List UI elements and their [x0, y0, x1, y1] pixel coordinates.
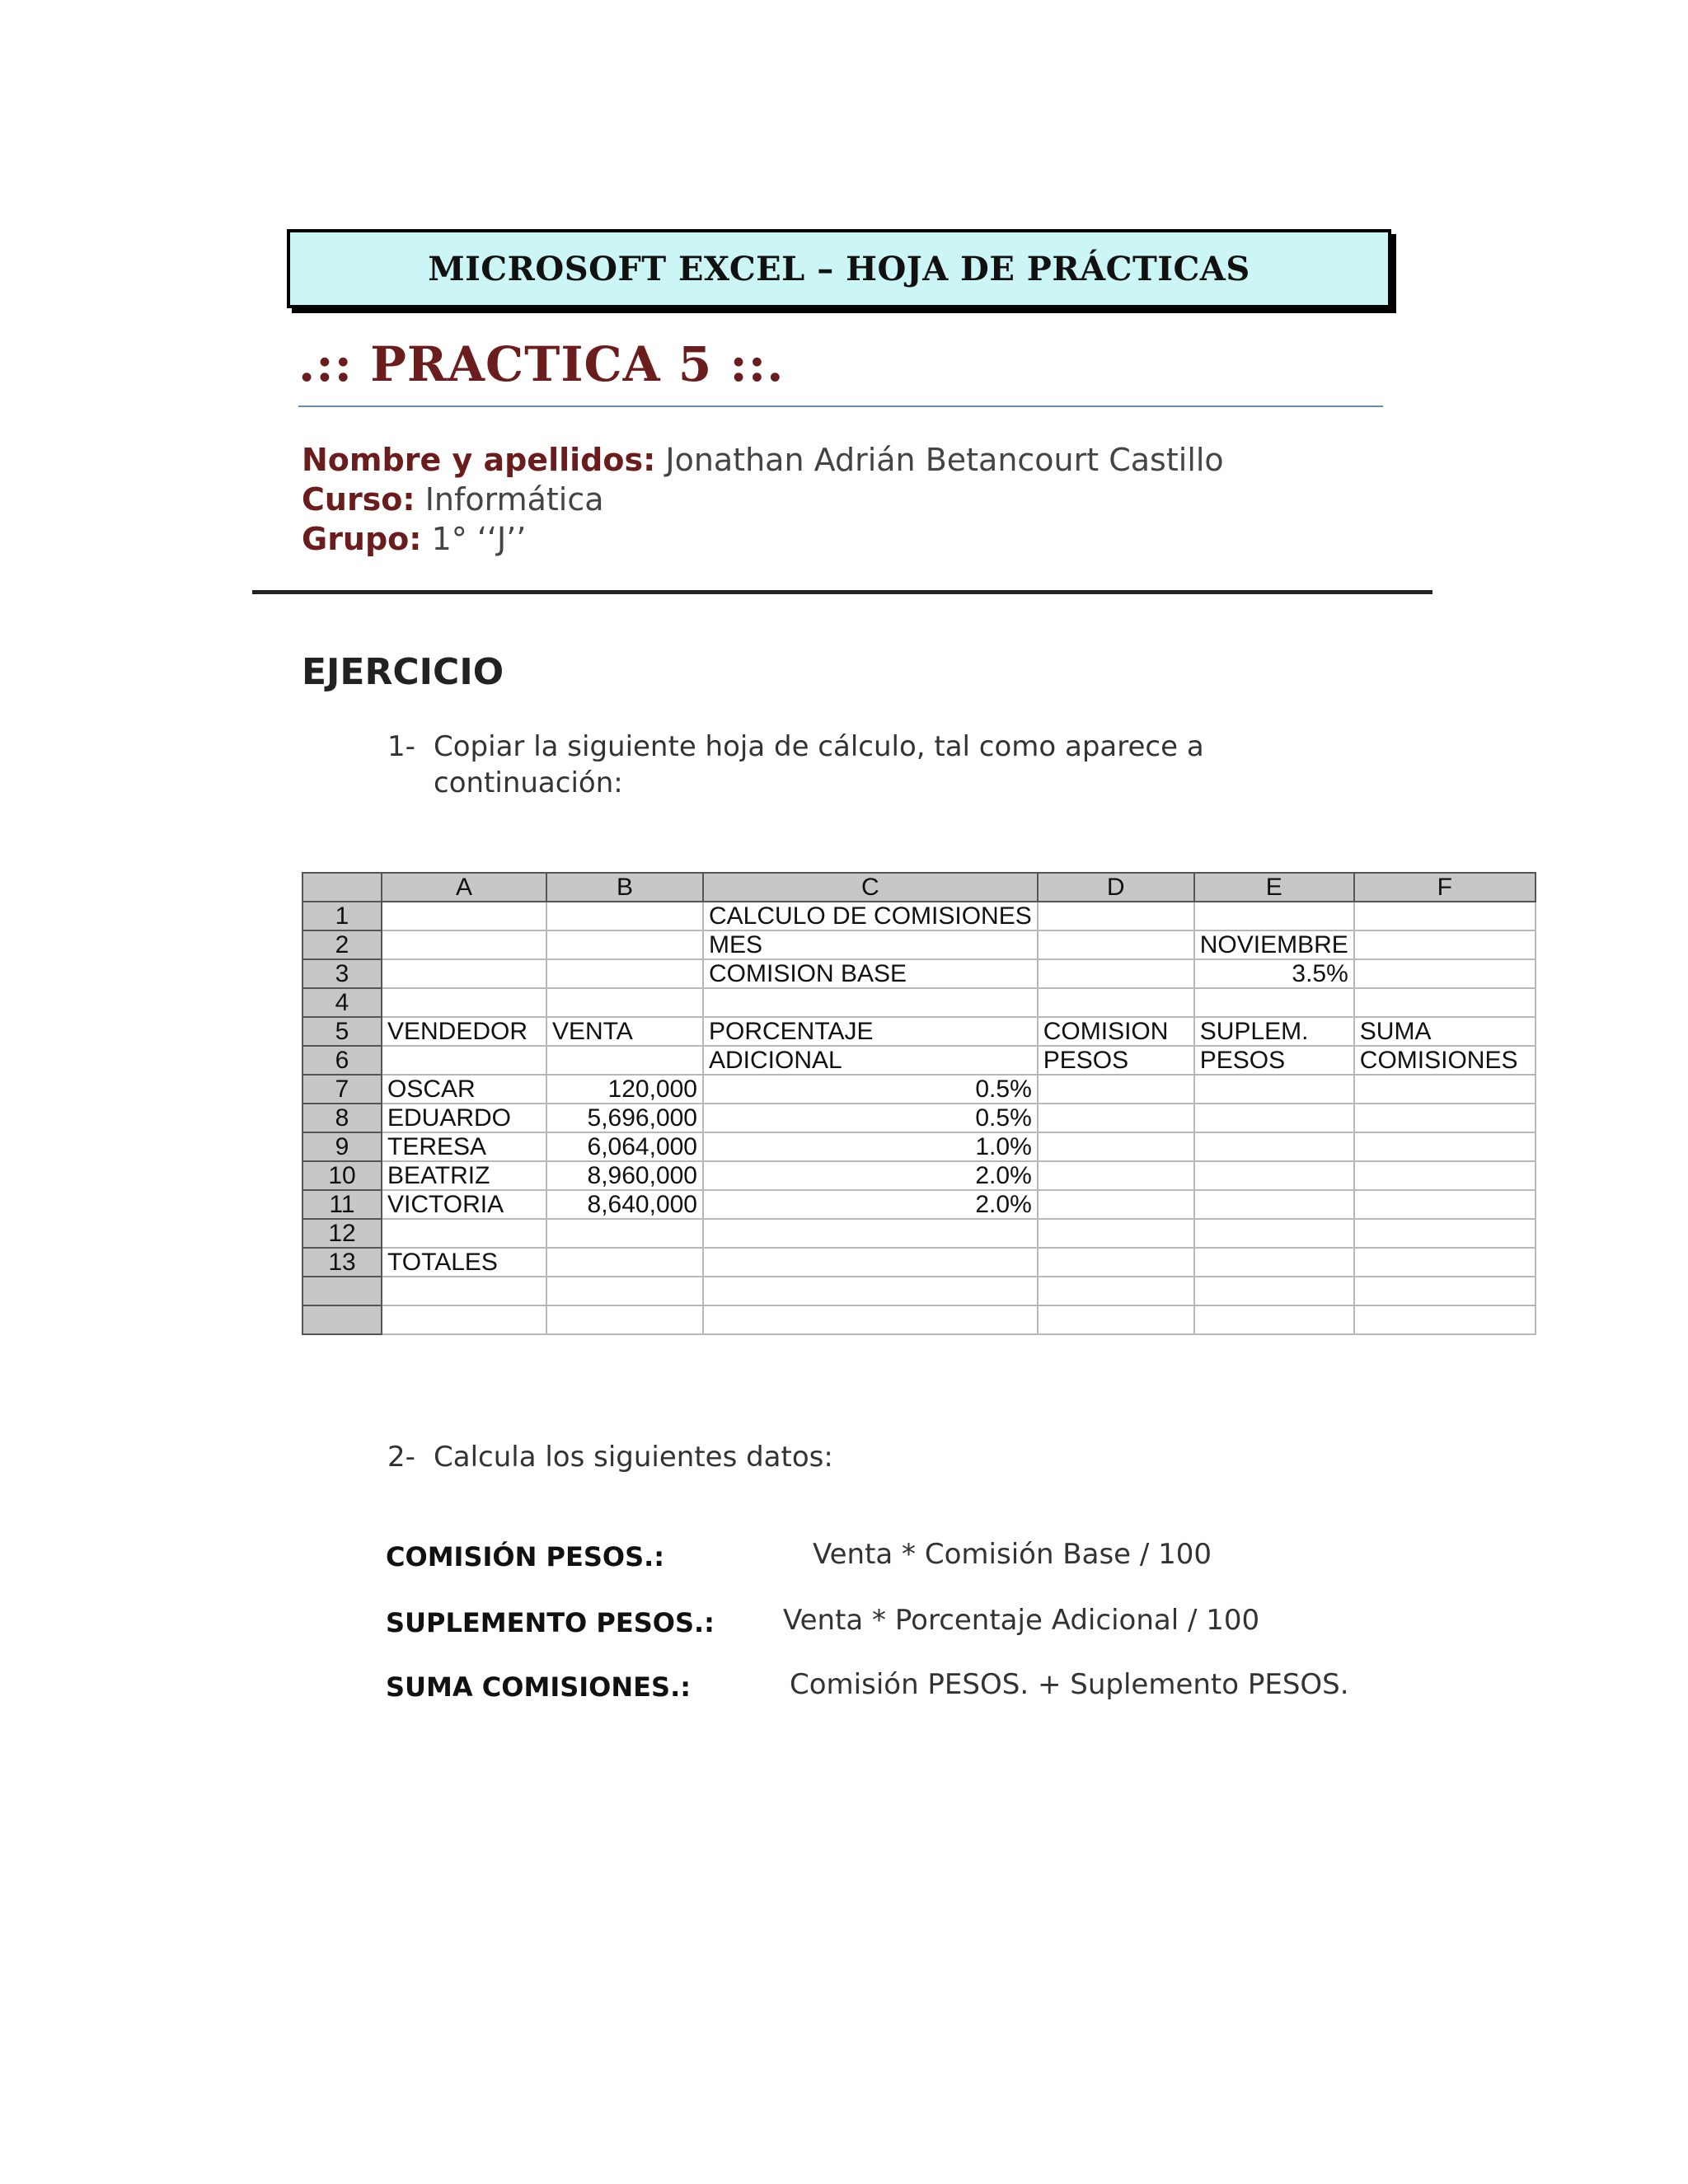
spreadsheet-row — [302, 1161, 1536, 1190]
spreadsheet-cell: 3.5% — [1194, 959, 1354, 988]
spreadsheet-row — [302, 1104, 1536, 1132]
spreadsheet-cell — [382, 1046, 546, 1075]
spreadsheet-cell: PESOS — [1038, 1046, 1194, 1075]
spreadsheet-cell — [703, 1305, 1038, 1334]
row-header: 11 — [302, 1190, 382, 1219]
row-header: 4 — [302, 988, 382, 1017]
spreadsheet-cell: 2.0% — [703, 1161, 1038, 1190]
spreadsheet-cell — [1038, 988, 1194, 1017]
spreadsheet-cell — [703, 988, 1038, 1017]
column-header-row — [302, 873, 1536, 902]
commission-spreadsheet — [302, 872, 1536, 1335]
spreadsheet-cell — [1354, 1132, 1536, 1161]
spreadsheet-row — [302, 1190, 1536, 1219]
row-header: 2 — [302, 930, 382, 959]
spreadsheet-cell — [1194, 1132, 1354, 1161]
row-header — [302, 1305, 382, 1334]
spreadsheet-cell — [1038, 1277, 1194, 1305]
spreadsheet-cell — [382, 930, 546, 959]
spreadsheet-cell — [1194, 1219, 1354, 1248]
spreadsheet-row — [302, 1305, 1536, 1334]
spreadsheet-cell — [1194, 1161, 1354, 1190]
spreadsheet-cell — [1354, 1075, 1536, 1104]
spreadsheet-cell: COMISION BASE — [703, 959, 1038, 988]
spreadsheet-cell — [703, 1277, 1038, 1305]
spreadsheet-cell — [1354, 1248, 1536, 1277]
step2-number: 2- — [387, 1441, 415, 1474]
spreadsheet-cell: NOVIEMBRE — [1194, 930, 1354, 959]
step1-text — [434, 729, 1204, 801]
spreadsheet-row — [302, 930, 1536, 959]
spreadsheet-cell: 5,696,000 — [546, 1104, 703, 1132]
student-course-line — [302, 480, 604, 519]
spreadsheet-cell — [703, 1219, 1038, 1248]
spreadsheet-row — [302, 1132, 1536, 1161]
spreadsheet-cell — [1354, 1161, 1536, 1190]
spreadsheet-row — [302, 959, 1536, 988]
spreadsheet-cell — [1038, 1132, 1194, 1161]
spreadsheet-cell — [1354, 1305, 1536, 1334]
spreadsheet-cell — [1038, 1075, 1194, 1104]
column-header: B — [546, 873, 703, 902]
title-divider — [298, 405, 1383, 407]
spreadsheet-cell — [1354, 988, 1536, 1017]
row-header — [302, 1277, 382, 1305]
spreadsheet-cell — [1354, 1277, 1536, 1305]
group-value: 1° ‘‘J’’ — [431, 521, 527, 557]
spreadsheet-cell — [1038, 930, 1194, 959]
student-name-line — [302, 440, 1224, 480]
spreadsheet-cell — [1354, 1104, 1536, 1132]
column-header: A — [382, 873, 546, 902]
spreadsheet-cell — [1194, 1248, 1354, 1277]
title-banner — [287, 229, 1391, 308]
spreadsheet-cell — [546, 959, 703, 988]
spreadsheet-cell: TERESA — [382, 1132, 546, 1161]
spreadsheet-cell — [1038, 1161, 1194, 1190]
spreadsheet-cell: BEATRIZ — [382, 1161, 546, 1190]
row-header: 8 — [302, 1104, 382, 1132]
step1-number: 1- — [387, 730, 415, 763]
spreadsheet-row — [302, 1017, 1536, 1046]
spreadsheet-cell: VICTORIA — [382, 1190, 546, 1219]
spreadsheet-cell — [546, 1277, 703, 1305]
spreadsheet-cell — [1038, 959, 1194, 988]
formula-label: COMISIÓN PESOS.: — [386, 1541, 665, 1572]
row-header: 13 — [302, 1248, 382, 1277]
spreadsheet-cell — [546, 902, 703, 930]
spreadsheet-cell — [546, 988, 703, 1017]
spreadsheet-row — [302, 1075, 1536, 1104]
practice-title: .:: PRACTICA 5 ::. — [298, 336, 785, 392]
spreadsheet-row — [302, 1277, 1536, 1305]
spreadsheet-cell: SUPLEM. — [1194, 1017, 1354, 1046]
spreadsheet-cell — [382, 1219, 546, 1248]
student-group-line — [302, 519, 526, 559]
spreadsheet-cell — [1194, 902, 1354, 930]
spreadsheet-cell — [1194, 1277, 1354, 1305]
spreadsheet-cell — [1038, 1305, 1194, 1334]
spreadsheet-row — [302, 902, 1536, 930]
row-header: 6 — [302, 1046, 382, 1075]
group-label: Grupo: — [302, 521, 422, 557]
spreadsheet-cell: SUMA — [1354, 1017, 1536, 1046]
spreadsheet-cell — [382, 1305, 546, 1334]
spreadsheet-row — [302, 1046, 1536, 1075]
spreadsheet-cell: CALCULO DE COMISIONES — [703, 902, 1038, 930]
corner-cell — [302, 873, 382, 902]
row-header: 10 — [302, 1161, 382, 1190]
spreadsheet-cell — [546, 930, 703, 959]
spreadsheet-cell: 120,000 — [546, 1075, 703, 1104]
row-header: 5 — [302, 1017, 382, 1046]
spreadsheet-cell: 8,640,000 — [546, 1190, 703, 1219]
spreadsheet-cell: 0.5% — [703, 1104, 1038, 1132]
name-label: Nombre y apellidos: — [302, 442, 656, 478]
spreadsheet-cell — [1038, 1104, 1194, 1132]
spreadsheet-cell — [382, 959, 546, 988]
spreadsheet-cell — [703, 1248, 1038, 1277]
spreadsheet-cell: PORCENTAJE — [703, 1017, 1038, 1046]
spreadsheet-cell — [1038, 1248, 1194, 1277]
step1-line2: continuación: — [434, 766, 623, 799]
row-header: 9 — [302, 1132, 382, 1161]
course-label: Curso: — [302, 481, 415, 518]
spreadsheet-cell: TOTALES — [382, 1248, 546, 1277]
column-header: E — [1194, 873, 1354, 902]
spreadsheet-cell — [1194, 1305, 1354, 1334]
row-header: 12 — [302, 1219, 382, 1248]
spreadsheet-cell — [546, 1305, 703, 1334]
spreadsheet-cell: 8,960,000 — [546, 1161, 703, 1190]
formula-label: SUMA COMISIONES.: — [386, 1671, 692, 1703]
spreadsheet-cell — [1038, 1190, 1194, 1219]
spreadsheet-cell — [382, 1277, 546, 1305]
column-header: D — [1038, 873, 1194, 902]
row-header: 1 — [302, 902, 382, 930]
banner-title: MICROSOFT EXCEL – HOJA DE PRÁCTICAS — [428, 249, 1250, 288]
spreadsheet-cell — [1354, 1219, 1536, 1248]
header-divider — [252, 590, 1432, 594]
spreadsheet-cell — [1194, 988, 1354, 1017]
formula-value: Venta * Porcentaje Adicional / 100 — [783, 1604, 1260, 1637]
formula-value: Comisión PESOS. + Suplemento PESOS. — [790, 1668, 1349, 1701]
spreadsheet-row — [302, 1219, 1536, 1248]
formula-value: Venta * Comisión Base / 100 — [813, 1538, 1212, 1571]
column-header: F — [1354, 873, 1536, 902]
spreadsheet-cell: MES — [703, 930, 1038, 959]
spreadsheet-cell — [546, 1219, 703, 1248]
spreadsheet-cell: 1.0% — [703, 1132, 1038, 1161]
step2-text: Calcula los siguientes datos: — [434, 1441, 833, 1474]
spreadsheet-row — [302, 1248, 1536, 1277]
spreadsheet-cell — [546, 1248, 703, 1277]
spreadsheet-cell — [382, 988, 546, 1017]
exercise-heading: EJERCICIO — [302, 651, 504, 693]
spreadsheet-cell — [1354, 930, 1536, 959]
spreadsheet-cell: OSCAR — [382, 1075, 546, 1104]
spreadsheet-cell — [546, 1046, 703, 1075]
row-header: 7 — [302, 1075, 382, 1104]
spreadsheet-cell — [1354, 959, 1536, 988]
formula-label: SUPLEMENTO PESOS.: — [386, 1607, 715, 1638]
spreadsheet-cell: VENDEDOR — [382, 1017, 546, 1046]
spreadsheet-cell: VENTA — [546, 1017, 703, 1046]
row-header: 3 — [302, 959, 382, 988]
spreadsheet-cell — [1038, 1219, 1194, 1248]
column-header: C — [703, 873, 1038, 902]
spreadsheet-cell — [1038, 902, 1194, 930]
spreadsheet-cell — [1194, 1075, 1354, 1104]
spreadsheet-cell: ADICIONAL — [703, 1046, 1038, 1075]
spreadsheet-cell — [382, 902, 546, 930]
spreadsheet-cell: 2.0% — [703, 1190, 1038, 1219]
spreadsheet-cell: EDUARDO — [382, 1104, 546, 1132]
spreadsheet-cell — [1194, 1190, 1354, 1219]
spreadsheet-cell: 6,064,000 — [546, 1132, 703, 1161]
spreadsheet-cell: COMISION — [1038, 1017, 1194, 1046]
spreadsheet-cell: COMISIONES — [1354, 1046, 1536, 1075]
spreadsheet-cell: 0.5% — [703, 1075, 1038, 1104]
spreadsheet-cell — [1194, 1104, 1354, 1132]
name-value: Jonathan Adrián Betancourt Castillo — [665, 442, 1224, 478]
step1-line1: Copiar la siguiente hoja de cálculo, tal como aparece a — [434, 730, 1204, 763]
spreadsheet-cell: PESOS — [1194, 1046, 1354, 1075]
spreadsheet-cell — [1354, 902, 1536, 930]
course-value: Informática — [424, 481, 604, 518]
spreadsheet-cell — [1354, 1190, 1536, 1219]
spreadsheet-row — [302, 988, 1536, 1017]
